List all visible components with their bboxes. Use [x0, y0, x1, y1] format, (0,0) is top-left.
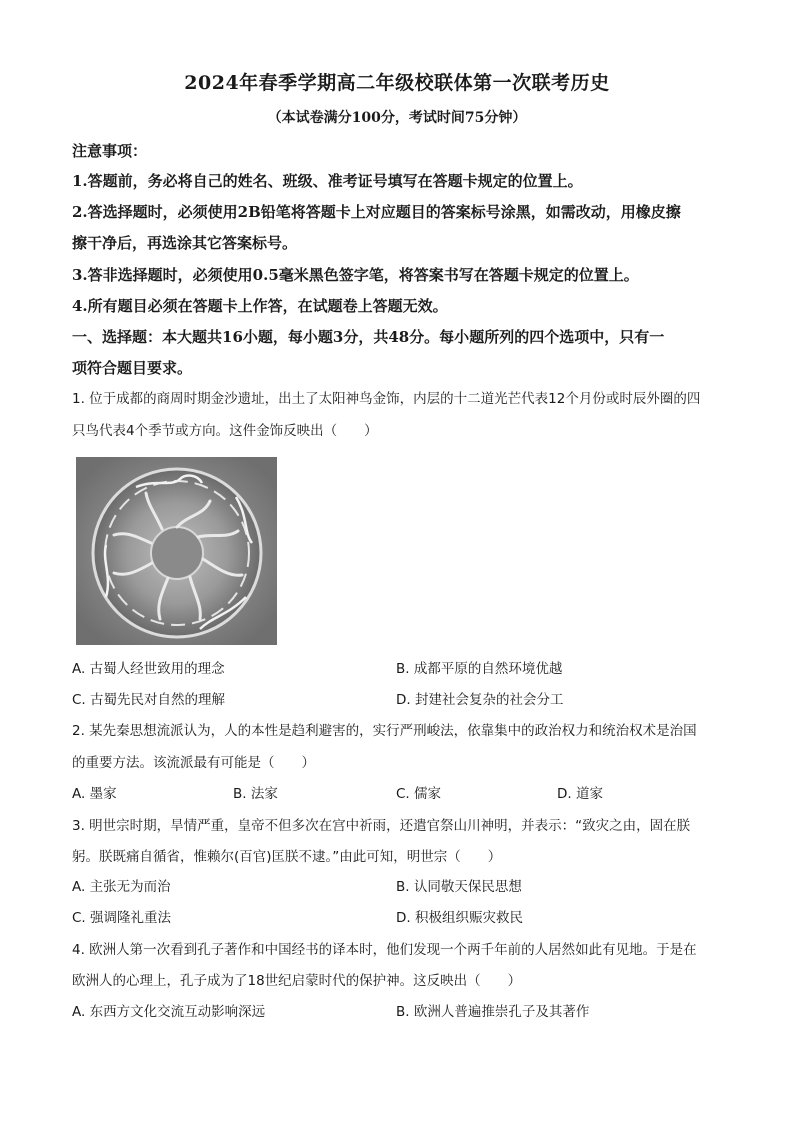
question-3-option-c: C. 强调隆礼重法: [72, 910, 172, 926]
sun-bird-gold-ornament-image: [76, 457, 277, 645]
question-1-stem-cont: 只鸟代表4个季节或方向。这件金饰反映出（ ）: [72, 423, 378, 439]
question-2-stem: 2. 某先秦思想流派认为，人的本性是趋利避害的，实行严刑峻法，依靠集中的政治权力和统治权术是治国: [72, 723, 697, 739]
note-item-2-cont: 擦干净后，再选涂其它答案标号。: [72, 234, 298, 252]
question-4-option-a: A. 东西方文化交流互动影响深远: [72, 1004, 266, 1020]
note-item-2: 2.答选择题时，必须使用2B铅笔将答题卡上对应题目的答案标号涂黑，如需改动，用橡皮擦: [72, 203, 681, 221]
exam-title: 2024年春季学期高二年级校联体第一次联考历史: [184, 72, 610, 94]
section-heading-cont: 项符合题目要求。: [72, 359, 193, 377]
exam-subtitle: （本试卷满分100分，考试时间75分钟）: [267, 110, 527, 126]
question-3-option-a: A. 主张无为而治: [72, 879, 171, 895]
notes-heading: 注意事项：: [72, 142, 148, 160]
question-4-option-b: B. 欧洲人普遍推崇孔子及其著作: [396, 1004, 590, 1020]
note-item-1: 1.答题前，务必将自己的姓名、班级、准考证号填写在答题卡规定的位置上。: [72, 172, 583, 190]
question-1-option-c: C. 古蜀先民对自然的理解: [72, 692, 226, 708]
question-4-stem: 4. 欧洲人第一次看到孔子著作和中国经书的译本时，他们发现一个两千年前的人居然如此有见地。于是在: [72, 942, 697, 958]
question-2-option-c: C. 儒家: [396, 786, 442, 802]
section-heading: 一、选择题：本大题共16小题，每小题3分，共48分。每小题所列的四个选项中，只有一: [72, 328, 665, 346]
question-3-stem: 3. 明世宗时期，旱情严重，皇帝不但多次在宫中祈雨，还遣官祭山川神明，并表示：“致灾之由，固在朕: [72, 818, 691, 834]
question-1-option-b: B. 成都平原的自然环境优越: [396, 661, 563, 677]
question-2-stem-cont: 的重要方法。该流派最有可能是（ ）: [72, 755, 315, 771]
question-3-stem-cont: 躬。朕既痛自循省，惟赖尔(百官)匡朕不逮。”由此可知，明世宗（ ）: [72, 849, 502, 865]
question-3-option-d: D. 积极组织赈灾救民: [396, 910, 523, 926]
question-2-option-a: A. 墨家: [72, 786, 117, 802]
question-2-option-d: D. 道家: [557, 786, 603, 802]
question-1-option-d: D. 封建社会复杂的社会分工: [396, 692, 564, 708]
note-item-4: 4.所有题目必须在答题卡上作答，在试题卷上答题无效。: [72, 297, 448, 315]
question-3-option-b: B. 认同敬天保民思想: [396, 879, 522, 895]
question-2-option-b: B. 法家: [233, 786, 278, 802]
question-1-option-a: A. 古蜀人经世致用的理念: [72, 661, 225, 677]
question-4-stem-cont: 欧洲人的心理上，孔子成为了18世纪启蒙时代的保护神。这反映出（ ）: [72, 973, 522, 989]
question-1-stem: 1. 位于成都的商周时期金沙遗址，出土了太阳神鸟金饰，内层的十二道光芒代表12个月份或时辰外圈的四: [72, 391, 701, 407]
note-item-3: 3.答非选择题时，必须使用0.5毫米黑色签字笔，将答案书写在答题卡规定的位置上。: [72, 266, 639, 284]
